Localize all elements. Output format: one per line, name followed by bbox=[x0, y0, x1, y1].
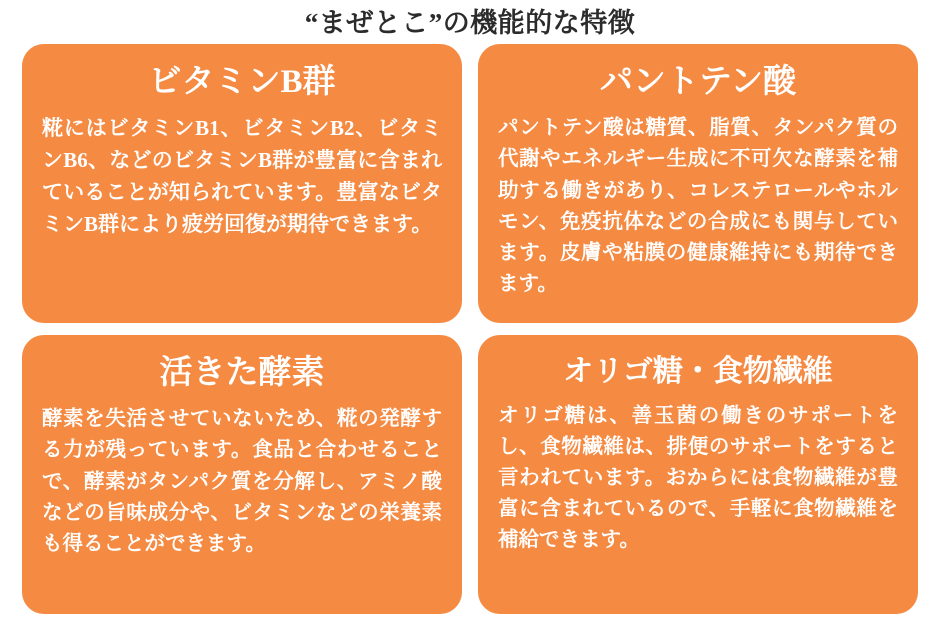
feature-card-body: オリゴ糖は、善玉菌の働きのサポートをし、食物繊維は、排便のサポートをすると言われています。おからには食物繊維が豊富に含まれているので、手軽に食物繊維を補給できます。 bbox=[498, 404, 898, 552]
feature-card-body: 糀にはビタミンB1、ビタミンB2、ビタミンB6、などのビタミンB群が豊富に含まれていることが知られています。豊富なビタミンB群により疲労回復が期待できます。 bbox=[42, 116, 442, 236]
feature-card-title: 活きた酵素 bbox=[159, 355, 325, 391]
feature-card-title: パントテン酸 bbox=[599, 64, 797, 100]
feature-card-live-enzymes bbox=[22, 335, 462, 614]
feature-card-body: 酵素を失活させていないため、糀の発酵する力が残っています。食品と合わせることで、酵素がタンパク質を分解し、アミノ酸などの旨味成分や、ビタミンなどの栄養素も得ることができます。 bbox=[42, 408, 442, 555]
feature-card-oligosaccharide-fiber bbox=[478, 335, 918, 614]
feature-card-pantothenic-acid bbox=[478, 44, 918, 323]
feature-card-title: オリゴ糖・食物繊維 bbox=[563, 355, 833, 388]
feature-card-body: パントテン酸は糖質、脂質、タンパク質の代謝やエネルギー生成に不可欠な酵素を補助する働きがあり、コレステロールやホルモン、免疫抗体などの合成にも関与しています。皮膚や粘膜の健康維持にも期待できます。 bbox=[498, 117, 898, 296]
feature-card-grid bbox=[22, 44, 918, 614]
feature-card-title: ビタミンB群 bbox=[148, 64, 336, 100]
feature-card-vitamin-b bbox=[22, 44, 462, 323]
page-title: “まぜとこ”の機能的な特徴 bbox=[304, 8, 636, 38]
